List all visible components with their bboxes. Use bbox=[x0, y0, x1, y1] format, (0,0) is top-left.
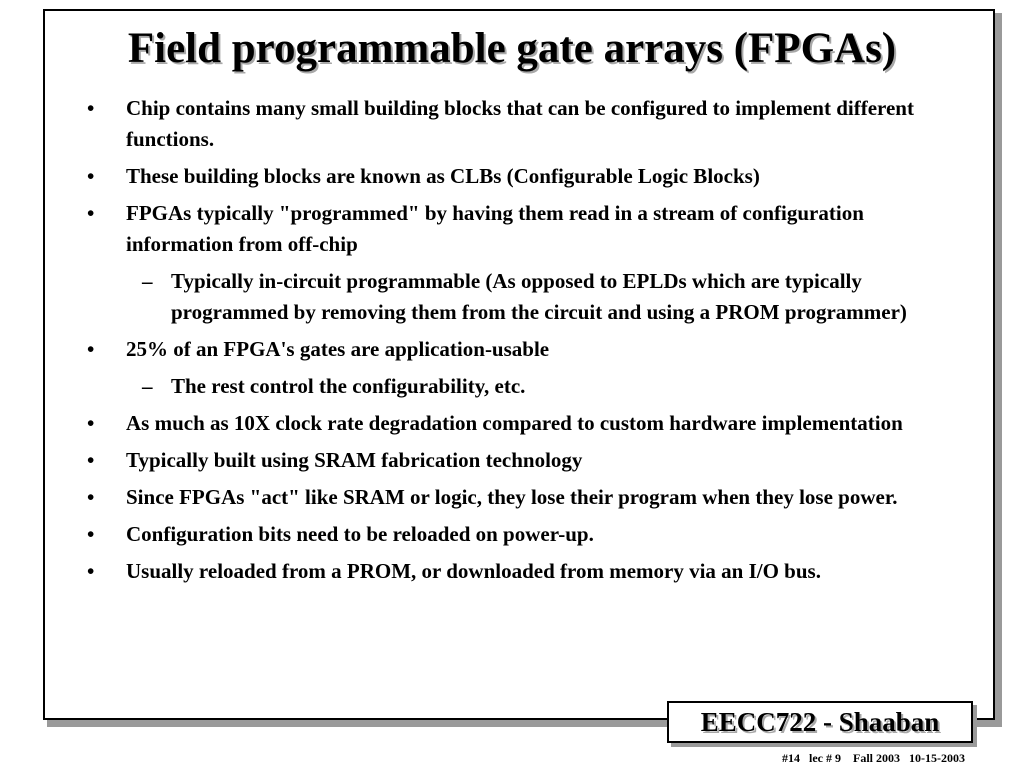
bullet-marker: • bbox=[87, 485, 95, 509]
bullet-text: Usually reloaded from a PROM, or downloaded from memory via an I/O bus. bbox=[126, 559, 821, 583]
bullet-marker: • bbox=[87, 522, 95, 546]
bullet-text: As much as 10X clock rate degradation compared to custom hardware implementation bbox=[126, 411, 903, 435]
bullet-text: FPGAs typically "programmed" by having them read in a stream of configuration information from off-chip bbox=[126, 201, 864, 256]
bullet-text: Chip contains many small building blocks that can be configured to implement different functions. bbox=[126, 96, 914, 151]
bullet-item bbox=[0, 161, 946, 192]
sub-bullet-marker: – bbox=[142, 374, 153, 398]
sub-bullet-item bbox=[0, 266, 941, 328]
bullet-marker: • bbox=[87, 559, 95, 583]
bullet-text: Since FPGAs "act" like SRAM or logic, they lose their program when they lose power. bbox=[126, 485, 898, 509]
sub-bullet-text: Typically in-circuit programmable (As opposed to EPLDs which are typically programmed by removing them from the circuit and using a PROM programmer) bbox=[171, 269, 907, 324]
sub-bullet-item bbox=[0, 371, 941, 402]
branding-label: EECC722 - Shaaban bbox=[700, 706, 940, 737]
bullet-item bbox=[0, 198, 926, 260]
bullet-item bbox=[0, 334, 926, 365]
sub-bullet-text: The rest control the configurability, etc. bbox=[171, 374, 526, 398]
bullet-marker: • bbox=[87, 337, 95, 361]
bullet-marker: • bbox=[87, 164, 95, 188]
bullet-marker: • bbox=[87, 96, 95, 120]
bullet-marker: • bbox=[87, 411, 95, 435]
slide-title: Field programmable gate arrays (FPGAs) bbox=[127, 25, 897, 72]
bullet-list bbox=[0, 93, 1024, 593]
bullet-text: Configuration bits need to be reloaded on power-up. bbox=[126, 522, 594, 546]
bullet-item bbox=[0, 519, 926, 550]
sub-bullet-marker: – bbox=[142, 269, 153, 293]
bullet-marker: • bbox=[87, 448, 95, 472]
branding-box bbox=[667, 701, 973, 743]
bullet-item bbox=[0, 408, 926, 439]
bullet-text: 25% of an FPGA's gates are application-usable bbox=[126, 337, 550, 361]
bullet-text: Typically built using SRAM fabrication technology bbox=[126, 448, 583, 472]
bullet-item bbox=[0, 93, 926, 155]
bullet-item bbox=[0, 445, 926, 476]
bullet-text: These building blocks are known as CLBs (Configurable Logic Blocks) bbox=[126, 164, 760, 188]
bullet-item bbox=[0, 482, 926, 513]
slide-footer: #14 lec # 9 Fall 2003 10-15-2003 bbox=[782, 751, 965, 765]
bullet-item bbox=[0, 556, 926, 587]
bullet-marker: • bbox=[87, 201, 95, 225]
